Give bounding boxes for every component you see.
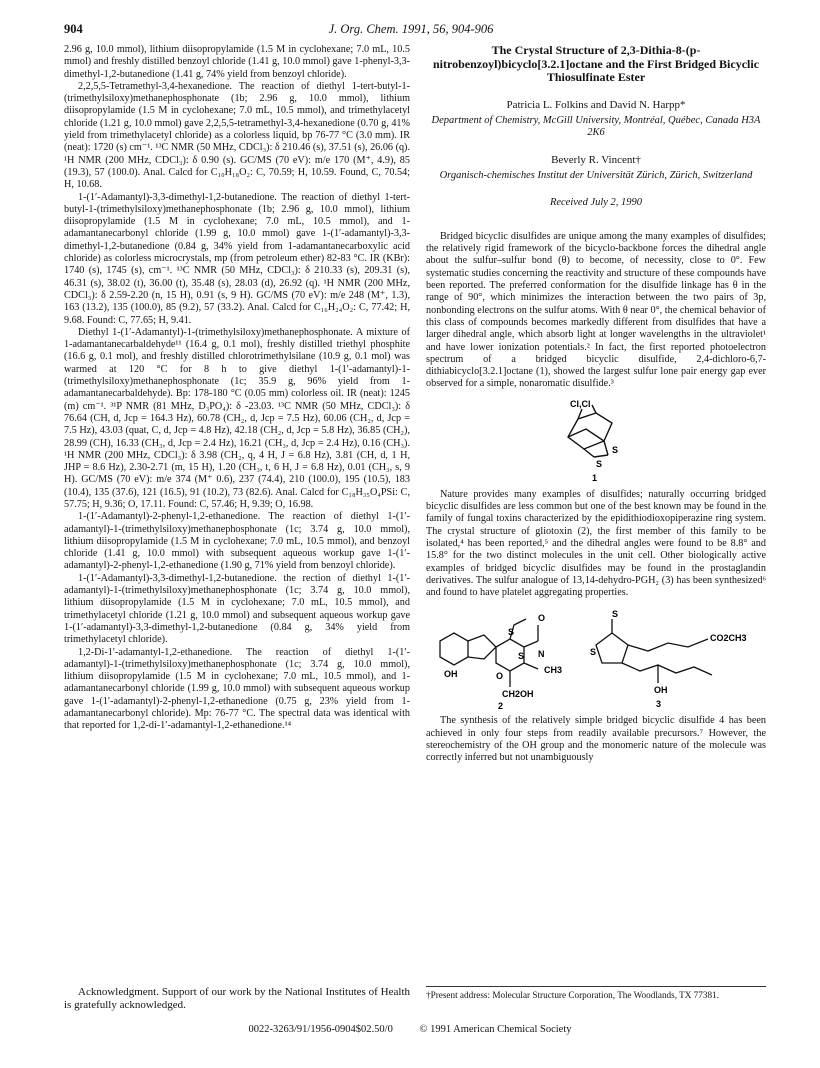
structures-2-3-figure [426, 605, 766, 709]
copyright: © 1991 American Chemical Society [419, 1024, 572, 1035]
methyl-label: CH3 [544, 665, 563, 676]
footnote: †Present address: Molecular Structure Corporation, The Woodlands, TX 77381. [426, 986, 766, 1001]
paragraph: 1-(1′-Adamantyl)-2-phenyl-1,2-ethanedione. The reaction of diethyl 1-(1′-adamantyl)-1-(trimethylsiloxy)methanephosphonate (1c; 3.74 g, 10.0 mmol), lithium diisopropylamide (1.5 M in cyclohexane; 7.0 mL, 10.5 mmol), and benzoyl chloride (1.41 g, 10.0 mmol) with subsequent aqueous workup gave 1-(1′-adamantyl)-2-phenyl-1,2-ethanedione (1.90 g, 71% yield from benzoyl chloride). [64, 511, 410, 572]
structures-2-3-drawing [426, 605, 766, 709]
left-column [64, 44, 410, 733]
paragraph: The synthesis of the relatively simple bridged bicyclic disulfide 4 has been achieved in only four steps from readily available precursors.⁷ However, the stereochemistry of the OH group and the monomeric nature of the molecule was correctly inferred but not unambiguously [426, 715, 766, 764]
received-date: Received July 2, 1990 [549, 196, 643, 208]
paragraph: 1-(1′-Adamantyl)-3,3-dimethyl-1,2-butanedione. The reaction of diethyl 1-tert-butyl-1-(trimethylsiloxy)methanephosphonate (1b; 2.96 g, 10.0 mmol), lithium diisopropylamide (1.5 M in cyclohexane; 7.0 mL, 10.5 mmol), and 1-adamantanecarbonyl chloride (1.99 g, 10.0 mmol) gave 1-(1′-adamantyl)-3,3-dimethyl-1,2-butanedione (0.84 g, 34% yield from 1-adamantanecarboxylic acid chloride) as colorless microcrystals, mp (from petroleum ether) 82-83 °C. IR (KBr): 1740 (s), 1745 (s), cm⁻¹. ¹³C NMR (50 MHz, CDCl₃): δ 210.33 (s), 209.31 (s), 46.31 (s), 38.02 (t), 36.00 (t), 35.48 (s), 28.03 (d), 26.92 (q). ¹H NMR (200 MHz, CDCl₃): δ 2.59-2.20 (n, 15 H), 0.91 (s, 9 H). GC/MS (70 eV): m/e 248 (M⁺, 1.3), 163 (13.2), 135 (100.0), 85 (9.2), 57 (33.2). Anal. Calcd for C₁₆H₂₄O₂: C, 77.42; H, 9.68. Found: C, 77.65; H, 9.41. [64, 191, 410, 326]
sulfur-label: S [508, 627, 515, 638]
nitrogen-label: N [538, 649, 545, 660]
paragraph: 2.96 g, 10.0 mmol), lithium diisopropylamide (1.5 M in cyclohexane; 7.0 mL, 10.5 mmol) and freshly distilled benzoyl chloride (1.41 g, 10.0 mmol) gave 1-phenyl-3,3-dimethyl-1,2-butanedione (1.41 g, 74% yield from benzoyl chloride). [64, 44, 410, 80]
authors: Beverly R. Vincent† [551, 153, 641, 166]
paragraph: Bridged bicyclic disulfides are unique among the many examples of disulfides; the relatively rigid framework of the bicyclo-backbone forces the dihedral angle about the sulfur–sulfur bond (θ) to become, of necessity, close to 0°. Few systematic studies concerning the reactivity and structure of these compounds have been reported. The preferred conformation for the disulfide linkage has θ in the range of 90°, which minimizes the interaction between the two pairs of 3p, nonbonding electrons on the sulfur atoms. With θ near 0°, the chemical behavior of this class of compounds becomes markedly different from disulfides that have a larger dihedral angle, which absorb light at longer wavelengths in the ultraviolet¹ and have lower ionization potentials.² In fact, the first reported photoelectron spectrum of a bridged bicyclic disulfide, 2,4-dichloro-6,7-dithiabicyclo[3.2.1]octane (1), showed the largest sulfur lone pair energy gap ever observed for a simple, nonaromatic disulfide.³ [426, 230, 766, 390]
structure-1-drawing [426, 397, 766, 483]
authors: Patricia L. Folkins and David N. Harpp* [506, 98, 686, 111]
chlorine-label: Cl,Cl [570, 398, 591, 409]
running-header [64, 22, 758, 38]
acknowledgment: Acknowledgment. Support of our work by the National Institutes of Health is gratefully acknowledged. [64, 986, 410, 1011]
compound-number: 1 [592, 472, 598, 483]
ester-label: CO2CH3 [710, 633, 747, 644]
oxygen-label: O [538, 613, 546, 624]
paragraph: 2,2,5,5-Tetramethyl-3,4-hexanedione. The reaction of diethyl 1-tert-butyl-1-(trimethylsiloxy)methanephosphonate (1b; 2.96 g, 10.0 mmol), lithium diisopropylamide (1.5 M in cyclohexane; 7.0 mL, 10.5 mmol), and trimethylacetyl chloride (1.21 g, 10.0 mmol) gave 2,2,5,5-tetramethyl-3,4-hexanedione (0.70 g, 41% yield from trimethylacetyl chloride) as a colorless liquid, bp 76-77 °C (3.0 mm). IR (neat): 1720 (s) cm⁻¹. ¹³C NMR (50 MHz, CDCl₃): δ 210.46 (s), 37.51 (s), 26.06 (q). ¹H NMR (200 MHz, CDCl₃): δ 0.90 (s). GC/MS (70 eV): m/e 170 (M⁺, 4.9), 85 (19.3), 57 (100.0). Anal. Calcd for C₁₀H₁₈O₂: C, 70.59; H, 10.59. Found, C, 70.54; H, 10.68. [64, 80, 410, 191]
sulfur-label: S [518, 651, 525, 662]
paragraph: 1,2-Di-1′-adamantyl-1,2-ethanedione. The reaction of diethyl 1-(1′-adamantyl)-1-(trimethylsiloxy)methanephosphonate (1c; 3.74 g, 10.0 mmol), lithium diisopropylamide (1.5 M in cyclohexane; 7.0 mL, 10.5 mmol), and 1-adamantanecarbonyl chloride (1.99 g, 10.0 mmol) with subsequent aqueous workup gave 1-(1′-adamantyl)-2-phenyl-1,2-ethanedione (0.75 g, 23% yield from 1-adamantanecarbonyl chloride). Mp: 76-77 °C. The spectral data was identical with that reported for 1,2-di-1′-adamantyl-1,2-ethanedione.¹⁴ [64, 646, 410, 732]
sulfur-label: S [596, 458, 603, 469]
paragraph: Diethyl 1-(1′-Adamantyl)-1-(trimethylsiloxy)methanephosphonate. A mixture of 1-adamantanecarbaldehyde¹¹ (16.4 g, 0.1 mol), freshly distilled triethyl phosphite (16.6 g, 0.1 mol), and freshly distilled chlorotrimethylsilane (10.9 g, 0.1 mol) was warmed at 120 °C for 8 h to give diethyl 1-(1′-adamantyl)-1-(trimethylsiloxy)methanephosphonate (1c; 35.9 g, 96% yield from 1-adamantanecarbaldehyde). Bp: 178-180 °C (0.05 mm) colorless oil. IR (neat): 1245 (m) cm⁻¹. ³¹P NMR (81 MHz, D₃PO₄): δ -23.03. ¹³C NMR (50 MHz, CDCl₃): δ 76.64 (CH, d, Jcp = 164.3 Hz), 60.78 (CH₂, d, Jcp = 7.5 Hz), 60.06 (CH₂, d, Jcp = 7.5 Hz), 43.03 (quat, C, d, Jcp = 4.8 Hz), 42.18 (CH₂, d, Jcp = 5.8 Hz), 36.85 (CH₂), 28.99 (CH), 16.33 (CH₃, d, Jcp = 2.4 Hz), 16.21 (CH₃, d, Jcp = 2.4 Hz), 0.16 (CH₃). ¹H NMR (200 MHz, CDCl₃): δ 3.98 (CH₂, q, 4 H, J = 6.8 Hz), 3.81 (CH, d, 1 H, JHP = 8.6 Hz), 2.30-2.71 (m, 15 H), 1.20 (CH₃, t, 6 H, J = 6.8 Hz), 0.01 (CH₃, s, 9 H). GC/MS (70 eV): m/e 374 (M⁺ 0.6), 237 (74.4), 210 (100.0), 195 (10.5), 183 (10.4), 135 (37.6), 121 (16.5), 91 (10.2), 73 (82.6). Anal. Calcd for C₁₈H₃₅O₄PSi: C, 57.75; H, 9.36; O, 17.11. Found: C, 57.46; H, 9.39; O, 16.98. [64, 326, 410, 510]
compound-number: 3 [656, 699, 662, 710]
paragraph: 1-(1′-Adamantyl)-3,3-dimethyl-1,2-butanedione. the rection of diethyl 1-(1′-adamantyl)-1-(trimethylsiloxy)methanephosphonate (1c; 3.74 g, 10.0 mmol), lithium diisopropylamide (1.5 M in cyclohexane; 7.0 mL, 10.5 mmol), and trimethylacetyl chloride (1.21 g, 10.0 mmol) and subsequent aqueous workup gave 1-(1′-adamantyl)-3,3-dimethyl-1,2-butanedione (0.84 g, 34% yield from trimethylacetyl chloride). [64, 572, 410, 646]
structure-1-figure [426, 397, 766, 483]
page-footer [0, 1024, 820, 1035]
right-column [426, 44, 766, 765]
compound-number: 2 [498, 701, 504, 710]
affiliation: Organisch-chemisches Institut der Universität Zürich, Zürich, Switzerland [439, 170, 753, 182]
paragraph: Nature provides many examples of disulfides; naturally occurring bridged bicyclic disulfides are less common but one of the best known may be found in the family of fungal toxins characterized by the epidithiodioxopiperazine ring system. The crystal structure of gliotoxin (2), the first member of this family to be isolated,⁴ has been reported,⁵ and the dihedral angles were found to be 8.8° and 15.8° for the two distinct molecules in the unit cell. Other biologically active examples of bridged bicyclic disulfides may be found in the prostaglandin derivatives. The sulfur analogue of 13,14-dehydro-PGH₂ (3) has been synthesized⁶ and found to have platelet aggregating properties. [426, 488, 766, 599]
oxygen-label: O [496, 671, 504, 682]
hydroxyl-label: OH [654, 685, 668, 696]
sulfur-label: S [612, 609, 619, 620]
affiliation: Department of Chemistry, McGill University, Montréal, Québec, Canada H3A 2K6 [431, 114, 761, 139]
page-number: 904 [64, 22, 83, 36]
hydroxyl-label: OH [444, 669, 458, 680]
hydroxymethyl-label: CH2OH [502, 689, 534, 700]
journal-citation: J. Org. Chem. 1991, 56, 904-906 [328, 22, 494, 36]
sulfur-label: S [590, 647, 597, 658]
article-code: 0022-3263/91/1956-0904$02.50/0 [248, 1024, 393, 1035]
sulfur-label: S [612, 444, 619, 455]
article-title: The Crystal Structure of 2,3-Dithia-8-(p-nitrobenzoyl)bicyclo[3.2.1]octane and the First Bridged Bicyclic Thiosulfinate Ester [432, 43, 760, 84]
